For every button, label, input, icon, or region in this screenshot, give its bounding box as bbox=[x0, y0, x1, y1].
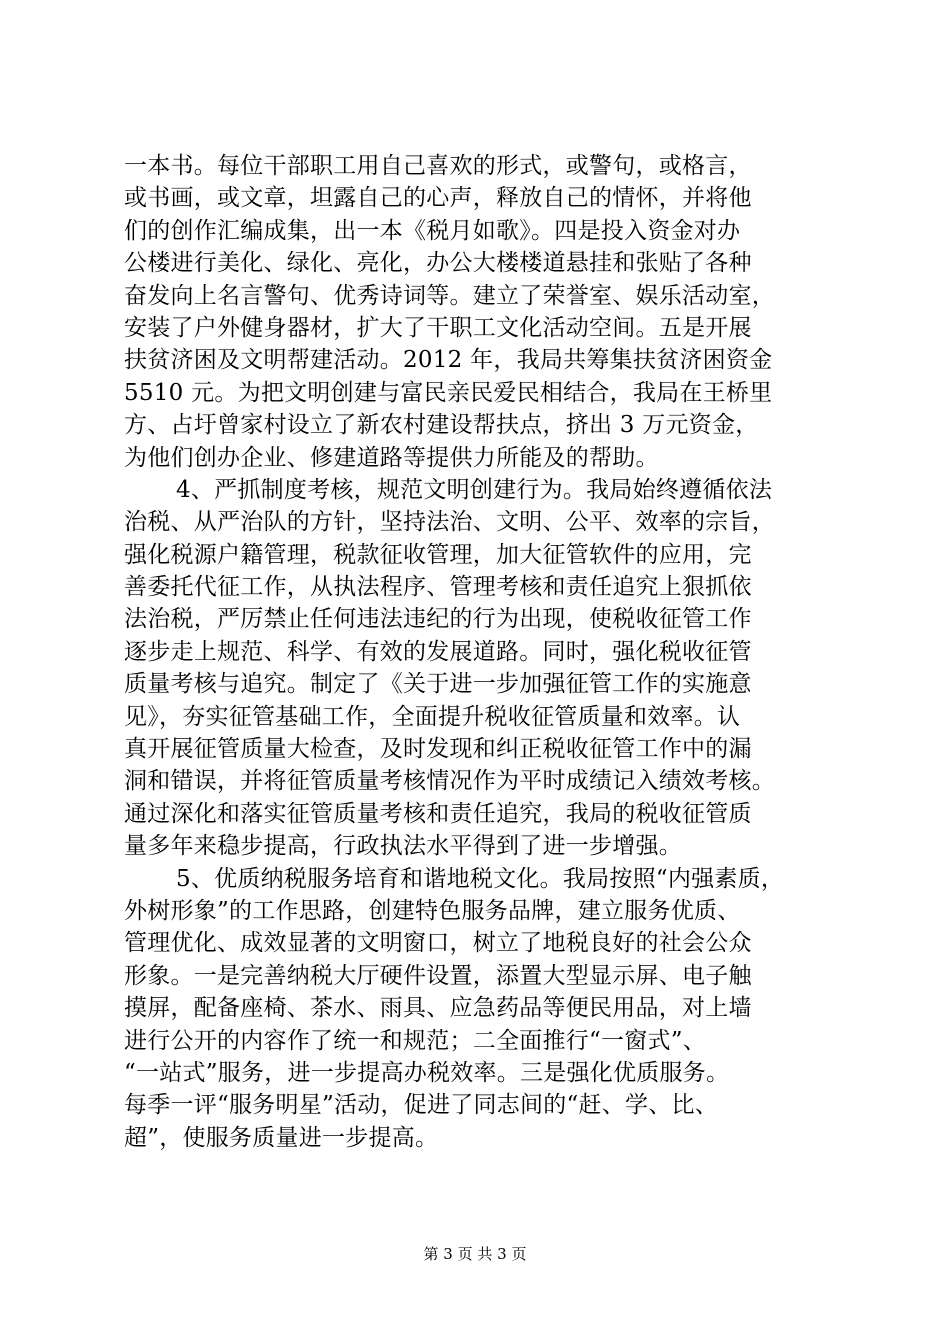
text-line: “一站式”服务，进一步提高办税效率。三是强化优质服务。 bbox=[124, 1059, 730, 1086]
text-line: 为他们创办企业、修建道路等提供力所能及的帮助。 bbox=[124, 444, 659, 471]
document-body bbox=[124, 150, 840, 1154]
text-line: 4、严抓制度考核，规范文明创建行为。我局始终遵循依法 bbox=[176, 476, 773, 503]
text-line: 一本书。每位干部职工用自己喜欢的形式，或警句，或格言， bbox=[124, 153, 752, 179]
page-footer: 第 3 页 共 3 页 bbox=[423, 1245, 527, 1263]
text-line: 治税、从严治队的方针，坚持法治、文明、公平、效率的宗旨， bbox=[124, 509, 775, 536]
text-line: 洞和错误，并将征管质量考核情况作为平时成绩记入绩效考核。 bbox=[124, 768, 775, 795]
text-line: 法治税，严厉禁止任何违法违纪的行为出现，使税收征管工作 bbox=[124, 606, 752, 633]
text-line: 善委托代征工作，从执法程序、管理考核和责任追究上狠抓依 bbox=[124, 574, 752, 601]
text-line: 奋发向上名言警句、优秀诗词等。建立了荣誉室、娱乐活动室， bbox=[124, 282, 775, 309]
text-line: 量多年来稳步提高，行政执法水平得到了进一步增强。 bbox=[124, 833, 682, 860]
text-line: 真开展征管质量大检查，及时发现和纠正税收征管工作中的漏 bbox=[124, 736, 752, 763]
text-line: 进行公开的内容作了统一和规范；二全面推行“一窗式”、 bbox=[124, 1027, 707, 1054]
text-line: 每季一评“服务明星”活动，促进了同志间的“赶、学、比、 bbox=[124, 1092, 719, 1119]
text-line: 们的创作汇编成集，出一本《税月如歌》。四是投入资金对办 bbox=[124, 217, 741, 244]
text-line: 安装了户外健身器材，扩大了干职工文化活动空间。五是开展 bbox=[124, 314, 752, 341]
text-line: 5、优质纳税服务培育和谐地税文化。我局按照“内强素质， bbox=[176, 865, 785, 892]
text-line: 摸屏，配备座椅、茶水、雨具、应急药品等便民用品，对上墙 bbox=[124, 995, 752, 1022]
text-line: 通过深化和落实征管质量考核和责任追究，我局的税收征管质 bbox=[124, 800, 752, 827]
text-line: 超”，使服务质量进一步提高。 bbox=[124, 1124, 439, 1151]
text-line: 逐步走上规范、科学、有效的发展道路。同时，强化税收征管 bbox=[124, 638, 752, 665]
text-line: 形象。一是完善纳税大厅硬件设置，添置大型显示屏、电子触 bbox=[124, 962, 752, 989]
text-line: 质量考核与追究。制定了《关于进一步加强征管工作的实施意 bbox=[124, 671, 752, 698]
text-line: 或书画，或文章，坦露自己的心声，释放自己的情怀，并将他 bbox=[124, 185, 752, 212]
text-line: 管理优化、成效显著的文明窗口，树立了地税良好的社会公众 bbox=[124, 930, 752, 957]
text-line: 公楼进行美化、绿化、亮化，办公大楼楼道悬挂和张贴了各种 bbox=[124, 250, 752, 277]
text-line: 扶贫济困及文明帮建活动。2012 年，我局共筹集扶贫济困资金 bbox=[124, 347, 773, 374]
text-line: 见》，夯实征管基础工作，全面提升税收征管质量和效率。认 bbox=[124, 703, 741, 730]
text-line: 外树形象”的工作思路，创建特色服务品牌，建立服务优质、 bbox=[124, 897, 741, 924]
text-line: 5510 元。为把文明创建与富民亲民爱民相结合，我局在王桥里 bbox=[124, 379, 773, 406]
text-line: 强化税源户籍管理，税款征收管理，加大征管软件的应用，完 bbox=[124, 541, 752, 568]
text-line: 方、占圩曾家村设立了新农村建设帮扶点，挤出 3 万元资金， bbox=[124, 412, 759, 439]
